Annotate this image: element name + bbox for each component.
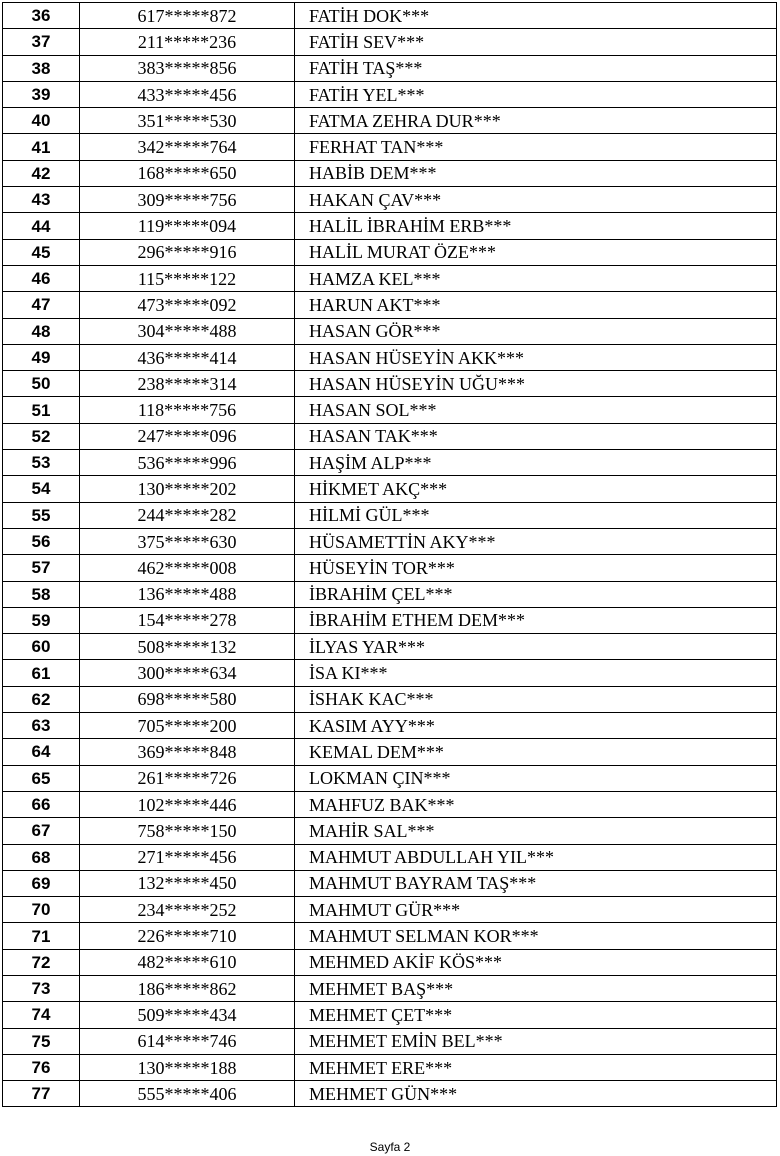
row-number: 70 — [3, 897, 80, 923]
masked-full-name: İBRAHİM ETHEM DEM*** — [295, 607, 777, 633]
masked-id-number: 536*****996 — [80, 450, 295, 476]
row-number: 58 — [3, 581, 80, 607]
masked-full-name: FATİH SEV*** — [295, 29, 777, 55]
masked-id-number: 154*****278 — [80, 607, 295, 633]
masked-full-name: HASAN HÜSEYİN AKK*** — [295, 344, 777, 370]
masked-full-name: HAMZA KEL*** — [295, 265, 777, 291]
row-number: 74 — [3, 1002, 80, 1028]
masked-full-name: MAHMUT ABDULLAH YIL*** — [295, 844, 777, 870]
row-number: 37 — [3, 29, 80, 55]
masked-full-name: HASAN TAK*** — [295, 423, 777, 449]
masked-id-number: 617*****872 — [80, 3, 295, 29]
masked-id-number: 130*****188 — [80, 1054, 295, 1080]
masked-id-number: 509*****434 — [80, 1002, 295, 1028]
table-row — [3, 502, 777, 528]
row-number: 46 — [3, 265, 80, 291]
masked-full-name: MEHMED AKİF KÖS*** — [295, 949, 777, 975]
row-number: 39 — [3, 81, 80, 107]
table-row — [3, 897, 777, 923]
masked-full-name: FATİH TAŞ*** — [295, 55, 777, 81]
row-number: 57 — [3, 555, 80, 581]
masked-full-name: KASIM AYY*** — [295, 713, 777, 739]
name-list-table — [2, 2, 777, 1107]
row-number: 53 — [3, 450, 80, 476]
table-row — [3, 344, 777, 370]
masked-id-number: 375*****630 — [80, 528, 295, 554]
row-number: 50 — [3, 371, 80, 397]
row-number: 68 — [3, 844, 80, 870]
table-row — [3, 292, 777, 318]
masked-full-name: FERHAT TAN*** — [295, 134, 777, 160]
masked-full-name: MAHMUT BAYRAM TAŞ*** — [295, 870, 777, 896]
table-row — [3, 213, 777, 239]
masked-id-number: 102*****446 — [80, 791, 295, 817]
table-row — [3, 528, 777, 554]
row-number: 55 — [3, 502, 80, 528]
table-row — [3, 634, 777, 660]
masked-id-number: 168*****650 — [80, 160, 295, 186]
masked-id-number: 300*****634 — [80, 660, 295, 686]
table-row — [3, 450, 777, 476]
row-number: 59 — [3, 607, 80, 633]
table-row — [3, 81, 777, 107]
masked-id-number: 436*****414 — [80, 344, 295, 370]
row-number: 52 — [3, 423, 80, 449]
masked-id-number: 226*****710 — [80, 923, 295, 949]
masked-full-name: HİLMİ GÜL*** — [295, 502, 777, 528]
row-number: 47 — [3, 292, 80, 318]
table-row — [3, 870, 777, 896]
table-row — [3, 1028, 777, 1054]
masked-full-name: KEMAL DEM*** — [295, 739, 777, 765]
table-row — [3, 739, 777, 765]
masked-full-name: HÜSEYİN TOR*** — [295, 555, 777, 581]
table-row — [3, 29, 777, 55]
row-number: 69 — [3, 870, 80, 896]
row-number: 42 — [3, 160, 80, 186]
masked-id-number: 244*****282 — [80, 502, 295, 528]
masked-full-name: İSA KI*** — [295, 660, 777, 686]
row-number: 38 — [3, 55, 80, 81]
masked-full-name: HİKMET AKÇ*** — [295, 476, 777, 502]
table-row — [3, 975, 777, 1001]
masked-full-name: MAHMUT GÜR*** — [295, 897, 777, 923]
table-row — [3, 265, 777, 291]
masked-id-number: 238*****314 — [80, 371, 295, 397]
row-number: 67 — [3, 818, 80, 844]
row-number: 49 — [3, 344, 80, 370]
table-row — [3, 1081, 777, 1107]
row-number: 63 — [3, 713, 80, 739]
masked-full-name: MAHİR SAL*** — [295, 818, 777, 844]
table-row — [3, 108, 777, 134]
masked-full-name: FATİH DOK*** — [295, 3, 777, 29]
row-number: 51 — [3, 397, 80, 423]
table-row — [3, 607, 777, 633]
masked-id-number: 234*****252 — [80, 897, 295, 923]
masked-full-name: MAHMUT SELMAN KOR*** — [295, 923, 777, 949]
table-row — [3, 923, 777, 949]
row-number: 66 — [3, 791, 80, 817]
masked-id-number: 698*****580 — [80, 686, 295, 712]
masked-id-number: 186*****862 — [80, 975, 295, 1001]
masked-full-name: HALİL MURAT ÖZE*** — [295, 239, 777, 265]
masked-id-number: 247*****096 — [80, 423, 295, 449]
row-number: 76 — [3, 1054, 80, 1080]
row-number: 43 — [3, 187, 80, 213]
table-row — [3, 423, 777, 449]
masked-full-name: İBRAHİM ÇEL*** — [295, 581, 777, 607]
table-row — [3, 1002, 777, 1028]
row-number: 36 — [3, 3, 80, 29]
table-row — [3, 844, 777, 870]
row-number: 60 — [3, 634, 80, 660]
table-row — [3, 949, 777, 975]
masked-id-number: 136*****488 — [80, 581, 295, 607]
masked-id-number: 614*****746 — [80, 1028, 295, 1054]
table-row — [3, 581, 777, 607]
masked-id-number: 261*****726 — [80, 765, 295, 791]
masked-full-name: LOKMAN ÇIN*** — [295, 765, 777, 791]
masked-id-number: 118*****756 — [80, 397, 295, 423]
masked-full-name: İLYAS YAR*** — [295, 634, 777, 660]
table-row — [3, 55, 777, 81]
masked-id-number: 482*****610 — [80, 949, 295, 975]
masked-id-number: 555*****406 — [80, 1081, 295, 1107]
row-number: 61 — [3, 660, 80, 686]
row-number: 73 — [3, 975, 80, 1001]
table-row — [3, 134, 777, 160]
row-number: 64 — [3, 739, 80, 765]
table-row — [3, 791, 777, 817]
masked-id-number: 433*****456 — [80, 81, 295, 107]
row-number: 44 — [3, 213, 80, 239]
row-number: 62 — [3, 686, 80, 712]
table-row — [3, 239, 777, 265]
masked-full-name: HÜSAMETTİN AKY*** — [295, 528, 777, 554]
masked-full-name: İSHAK KAC*** — [295, 686, 777, 712]
masked-id-number: 383*****856 — [80, 55, 295, 81]
masked-id-number: 342*****764 — [80, 134, 295, 160]
table-row — [3, 818, 777, 844]
masked-id-number: 271*****456 — [80, 844, 295, 870]
masked-full-name: HALİL İBRAHİM ERB*** — [295, 213, 777, 239]
table-row — [3, 318, 777, 344]
masked-id-number: 304*****488 — [80, 318, 295, 344]
masked-id-number: 211*****236 — [80, 29, 295, 55]
table-row — [3, 187, 777, 213]
masked-id-number: 369*****848 — [80, 739, 295, 765]
row-number: 41 — [3, 134, 80, 160]
row-number: 65 — [3, 765, 80, 791]
masked-full-name: HABİB DEM*** — [295, 160, 777, 186]
masked-id-number: 462*****008 — [80, 555, 295, 581]
row-number: 75 — [3, 1028, 80, 1054]
row-number: 72 — [3, 949, 80, 975]
masked-full-name: MEHMET GÜN*** — [295, 1081, 777, 1107]
masked-id-number: 130*****202 — [80, 476, 295, 502]
masked-id-number: 132*****450 — [80, 870, 295, 896]
masked-id-number: 351*****530 — [80, 108, 295, 134]
table-row — [3, 686, 777, 712]
masked-full-name: HASAN SOL*** — [295, 397, 777, 423]
table-row — [3, 713, 777, 739]
masked-id-number: 309*****756 — [80, 187, 295, 213]
masked-id-number: 115*****122 — [80, 265, 295, 291]
table-row — [3, 397, 777, 423]
table-row — [3, 555, 777, 581]
row-number: 56 — [3, 528, 80, 554]
masked-full-name: HARUN AKT*** — [295, 292, 777, 318]
masked-id-number: 296*****916 — [80, 239, 295, 265]
masked-full-name: MEHMET EMİN BEL*** — [295, 1028, 777, 1054]
table-row — [3, 476, 777, 502]
table-row — [3, 765, 777, 791]
masked-full-name: MEHMET BAŞ*** — [295, 975, 777, 1001]
masked-full-name: HAKAN ÇAV*** — [295, 187, 777, 213]
row-number: 48 — [3, 318, 80, 344]
masked-full-name: HASAN GÖR*** — [295, 318, 777, 344]
row-number: 45 — [3, 239, 80, 265]
masked-full-name: MAHFUZ BAK*** — [295, 791, 777, 817]
table-row — [3, 371, 777, 397]
masked-id-number: 705*****200 — [80, 713, 295, 739]
masked-full-name: FATMA ZEHRA DUR*** — [295, 108, 777, 134]
row-number: 40 — [3, 108, 80, 134]
masked-full-name: HAŞİM ALP*** — [295, 450, 777, 476]
masked-id-number: 473*****092 — [80, 292, 295, 318]
table-row — [3, 3, 777, 29]
masked-full-name: HASAN HÜSEYİN UĞU*** — [295, 371, 777, 397]
table-row — [3, 160, 777, 186]
row-number: 71 — [3, 923, 80, 949]
row-number: 77 — [3, 1081, 80, 1107]
masked-full-name: FATİH YEL*** — [295, 81, 777, 107]
table-body — [3, 3, 777, 1107]
masked-id-number: 758*****150 — [80, 818, 295, 844]
masked-id-number: 119*****094 — [80, 213, 295, 239]
masked-full-name: MEHMET ERE*** — [295, 1054, 777, 1080]
page-footer: Sayfa 2 — [369, 1140, 411, 1154]
table-row — [3, 660, 777, 686]
masked-id-number: 508*****132 — [80, 634, 295, 660]
table-row — [3, 1054, 777, 1080]
row-number: 54 — [3, 476, 80, 502]
masked-full-name: MEHMET ÇET*** — [295, 1002, 777, 1028]
